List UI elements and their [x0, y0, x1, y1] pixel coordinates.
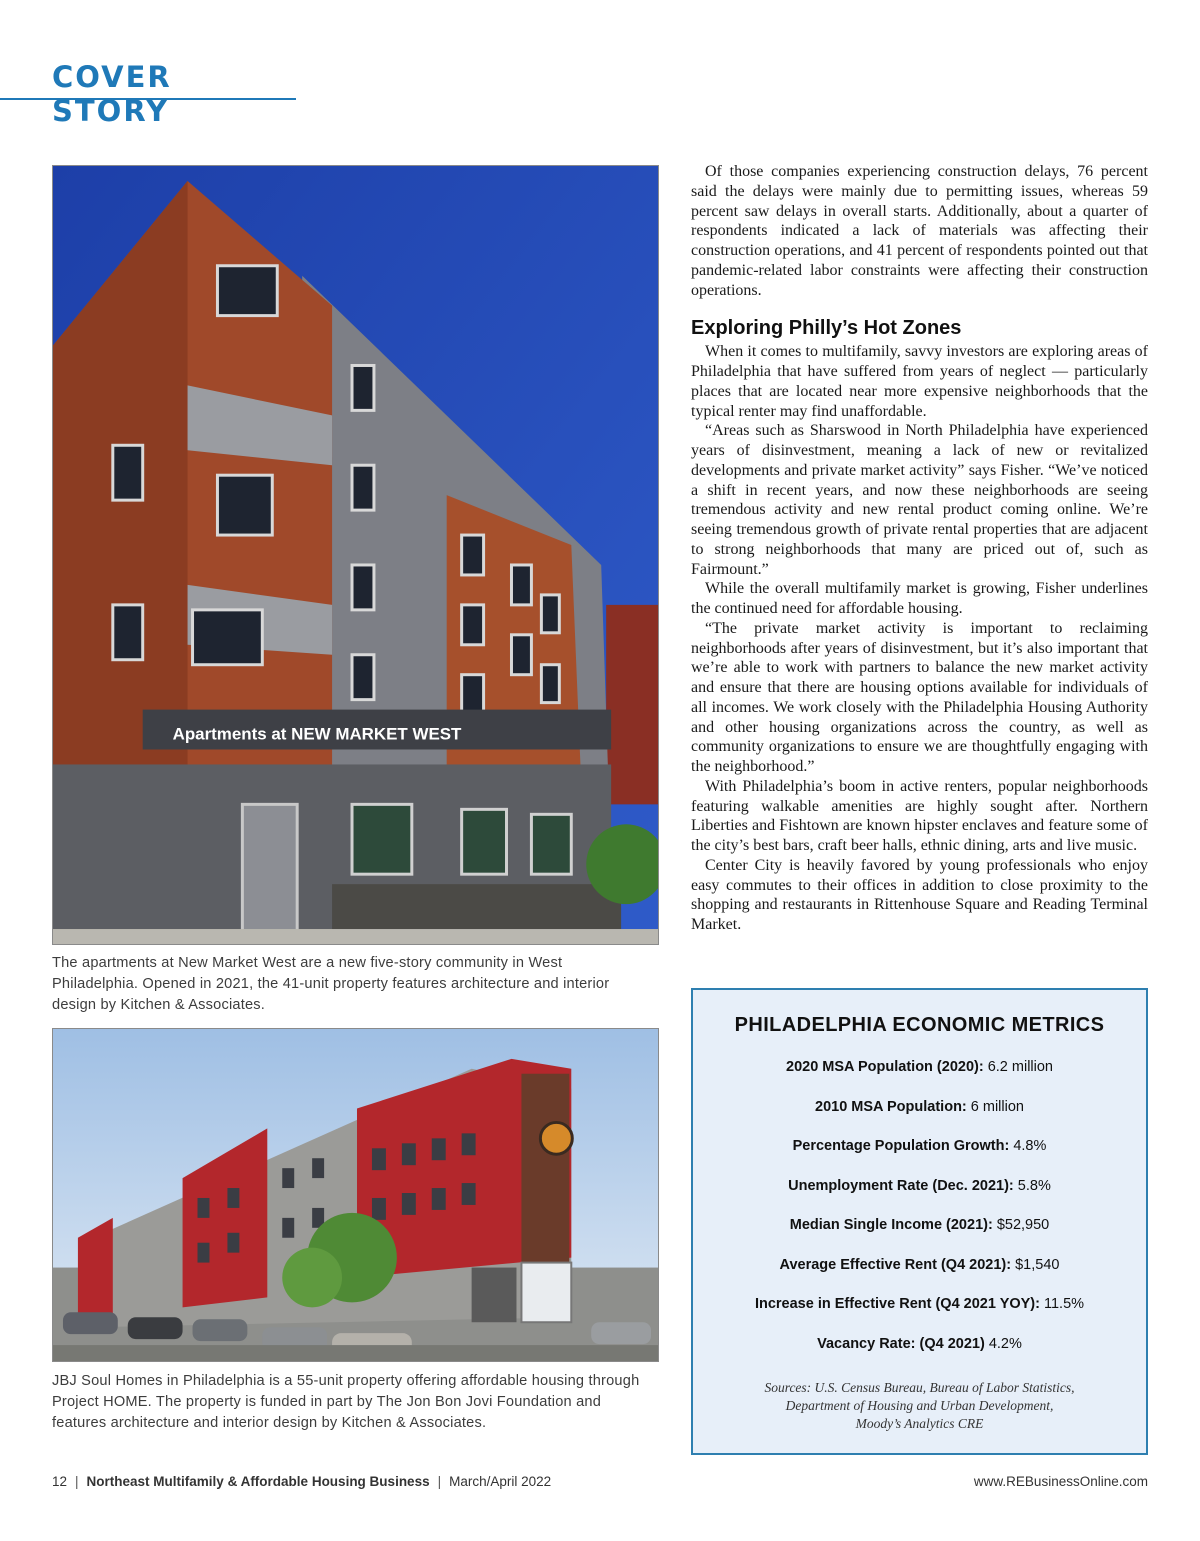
metrics-title: PHILADELPHIA ECONOMIC METRICS	[734, 1014, 1105, 1036]
metric-label: 2020 MSA Population (2020):	[786, 1059, 984, 1075]
metric-label: Median Single Income (2021):	[789, 1217, 993, 1233]
article-paragraph: When it comes to multifamily, savvy investors are exploring areas of Philadelphia that have suffered from years of neglect — particularly places that are located near more expensive neighborhoods that the typical renter may find unaffordable.	[691, 343, 1148, 420]
metrics-sources	[693, 1379, 1146, 1433]
metric-item	[693, 1294, 1146, 1334]
metric-value: $1,540	[1015, 1256, 1060, 1273]
metric-value: 6 million	[970, 1098, 1024, 1115]
article-subhead: Exploring Philly’s Hot Zones	[691, 317, 962, 340]
metric-label: 2010 MSA Population:	[815, 1098, 967, 1115]
article-paragraph: Of those companies experiencing construction delays, 76 percent said the delays were mainly due to permitting issues, whereas 59 percent saw delays in overall starts. Additionally, about a quarter of respondents indicated a lack of materials was affecting their construction operations, and 41 percent of respondents pointed out that pandemic-related labor constraints were affecting their construction operations.	[691, 163, 1148, 299]
source-line: Sources: U.S. Census Bureau, Bureau of Labor Statistics,	[764, 1380, 1075, 1395]
website-link[interactable]: www.REBusinessOnline.com	[973, 1474, 1148, 1489]
metric-value: $52,950	[996, 1217, 1050, 1233]
metric-item	[693, 1136, 1146, 1176]
section-title: COVER STORY	[52, 60, 172, 128]
metric-item	[693, 1334, 1146, 1374]
photo-caption-top: The apartments at New Market West are a new five-story community in West Philadelphia. Opened in 2021, the 41-unit property features architecture and interior design by Kitchen & Associates.	[52, 955, 610, 1013]
footer-separator: |	[437, 1474, 442, 1489]
metric-label: Average Effective Rent (Q4 2021):	[779, 1256, 1012, 1273]
page-number: 12	[52, 1474, 68, 1489]
issue-date: March/April 2022	[449, 1474, 552, 1489]
photo-jbj-soul-homes	[52, 1028, 659, 1362]
article-column	[691, 162, 1148, 935]
metric-label: Percentage Population Growth:	[792, 1138, 1010, 1154]
article-paragraph: “The private market activity is important to reclaiming neighborhoods after years of disinvestment, but it’s also important that we’re able to work with partners to balance the new market activity and ensure that there are housing options available for individuals of all incomes. We work closely with the Philadelphia Housing Authority and other housing organizations across the country, as well as community organizations to ensure we are thoughtfully engaging with the neighborhood.”	[691, 619, 1148, 775]
metric-item	[693, 1215, 1146, 1255]
metric-item	[693, 1255, 1146, 1295]
article-paragraph: “Areas such as Sharswood in North Philadelphia have experienced years of disinvestment, meaning a lack of new or revitalized developments and private market activity” says Fisher. “We’ve noticed a shift in recent years, and now these neighborhoods are seeing tremendous activity and new rental product coming online. We’re seeing tremendous growth of private rental properties that are adjacent to strong neighborhoods that many are priced out of, such as Fairmount.”	[691, 422, 1148, 578]
photo-caption-bottom: JBJ Soul Homes in Philadelphia is a 55-unit property offering affordable housing through Project HOME. The property is funded in part by The Jon Bon Jovi Foundation and features architecture and interior design by Kitchen & Associates.	[52, 1373, 640, 1431]
metric-value: 4.2%	[988, 1335, 1022, 1352]
metric-item	[693, 1057, 1146, 1097]
metric-value: 5.8%	[1017, 1177, 1051, 1194]
metric-label: Vacancy Rate: (Q4 2021)	[817, 1335, 985, 1352]
economic-metrics-box	[691, 988, 1148, 1455]
article-paragraph: Center City is heavily favored by young professionals who enjoy easy commutes to their offices in addition to close proximity to the shopping and restaurants in Rittenhouse Square and Reading Terminal Market.	[691, 856, 1148, 933]
article-paragraph: With Philadelphia’s boom in active renters, popular neighborhoods featuring walkable amenities are highly sought after. Northern Liberties and Fishtown are known hipster enclaves and feature some of the city’s best bars, craft beer halls, ethnic dining, arts and live music.	[691, 777, 1148, 854]
metric-value: 4.8%	[1013, 1138, 1047, 1154]
metric-item	[693, 1176, 1146, 1216]
photo-new-market-west	[52, 165, 659, 945]
footer-separator: |	[75, 1474, 79, 1489]
metric-label: Increase in Effective Rent (Q4 2021 YOY):	[754, 1296, 1040, 1312]
metric-item	[693, 1097, 1146, 1137]
source-line: Department of Housing and Urban Development,	[785, 1398, 1054, 1413]
publication-name: Northeast Multifamily & Affordable Housing Business	[86, 1474, 430, 1489]
metric-value: 6.2 million	[987, 1059, 1053, 1075]
footer-left	[52, 1474, 551, 1489]
article-paragraph: While the overall multifamily market is growing, Fisher underlines the continued need for affordable housing.	[691, 580, 1148, 617]
section-header	[0, 58, 296, 128]
metric-label: Unemployment Rate (Dec. 2021):	[788, 1177, 1014, 1194]
source-line: Moody’s Analytics CRE	[855, 1416, 984, 1431]
metric-value: 11.5%	[1044, 1296, 1085, 1312]
building-sign: Apartments at NEW MARKET WEST	[172, 724, 462, 744]
